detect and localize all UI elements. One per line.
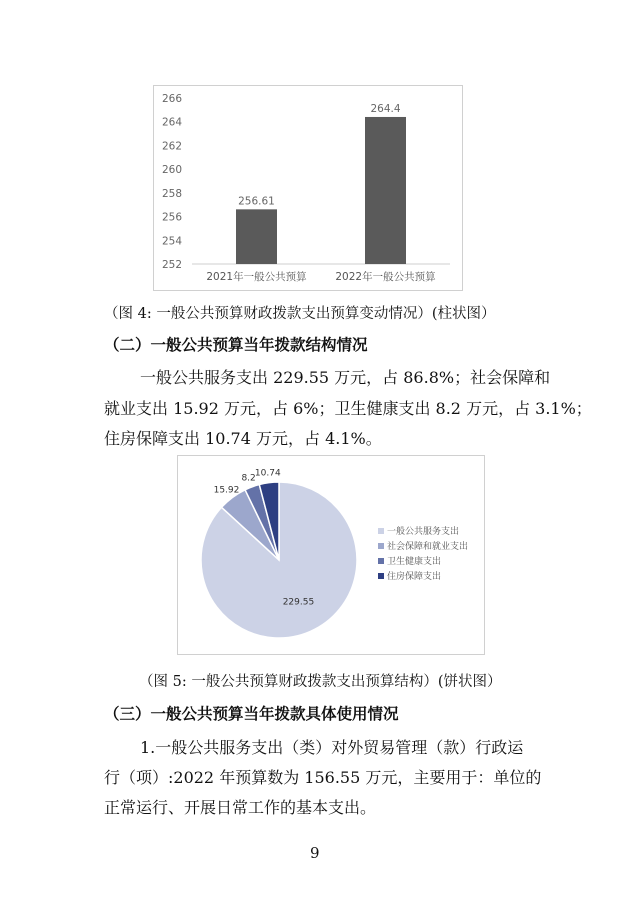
y-tick-label: 264 bbox=[161, 116, 182, 129]
y-tick-label: 258 bbox=[161, 187, 182, 200]
pie-chart-caption: （图 5: 一般公共预算财政拨款支出预算结构）(饼状图） bbox=[139, 674, 502, 690]
bar bbox=[365, 117, 406, 264]
bar-chart bbox=[153, 85, 463, 291]
section-3-line-3: 正常运行、开展日常工作的基本支出。 bbox=[104, 798, 377, 817]
legend-label: 社会保障和就业支出 bbox=[387, 542, 469, 552]
data-label: 264.4 bbox=[370, 102, 401, 115]
slice-label: 229.55 bbox=[282, 597, 315, 608]
section-2-line-2: 就业支出 15.92 万元，占 6%；卫生健康支出 8.2 万元，占 3.1%； bbox=[104, 399, 592, 418]
section-2-line-1: 一般公共服务支出 229.55 万元，占 86.8%；社会保障和 bbox=[140, 368, 551, 387]
bar-chart-caption: （图 4: 一般公共预算财政拨款支出预算变动情况）(柱状图） bbox=[104, 306, 496, 322]
legend-swatch bbox=[378, 573, 384, 579]
pie-chart bbox=[177, 455, 485, 655]
legend-label: 一般公共服务支出 bbox=[387, 527, 460, 537]
page-number: 9 bbox=[310, 844, 320, 862]
bar-chart-svg bbox=[154, 86, 462, 290]
bar bbox=[236, 209, 277, 264]
y-tick-label: 266 bbox=[161, 93, 182, 105]
data-label: 256.61 bbox=[238, 195, 275, 208]
legend-label: 卫生健康支出 bbox=[387, 557, 442, 567]
section-3-line-1: 1.一般公共服务支出（类）对外贸易管理（款）行政运 bbox=[140, 738, 524, 757]
legend-swatch bbox=[378, 543, 384, 549]
category-label: 2022年一般公共预算 bbox=[335, 271, 436, 283]
section-2-heading: （二）一般公共预算当年拨款结构情况 bbox=[104, 335, 368, 354]
y-tick-label: 260 bbox=[161, 164, 182, 177]
y-tick-label: 252 bbox=[161, 259, 182, 271]
slice-label: 15.92 bbox=[213, 485, 240, 496]
slice-label: 8.2 bbox=[241, 473, 256, 484]
slice-label: 10.74 bbox=[254, 468, 281, 479]
legend-swatch bbox=[378, 528, 384, 534]
section-3-heading: （三）一般公共预算当年拨款具体使用情况 bbox=[104, 704, 399, 723]
category-label: 2021年一般公共预算 bbox=[206, 271, 307, 283]
legend-swatch bbox=[378, 558, 384, 564]
pie-chart-svg bbox=[178, 456, 484, 654]
y-tick-label: 256 bbox=[161, 211, 182, 224]
legend-label: 住房保障支出 bbox=[387, 572, 442, 582]
y-tick-label: 254 bbox=[161, 235, 182, 248]
section-2-line-3: 住房保障支出 10.74 万元，占 4.1%。 bbox=[104, 429, 382, 448]
y-tick-label: 262 bbox=[161, 140, 182, 153]
section-3-line-2: 行（项）:2022 年预算数为 156.55 万元，主要用于：单位的 bbox=[104, 768, 542, 787]
